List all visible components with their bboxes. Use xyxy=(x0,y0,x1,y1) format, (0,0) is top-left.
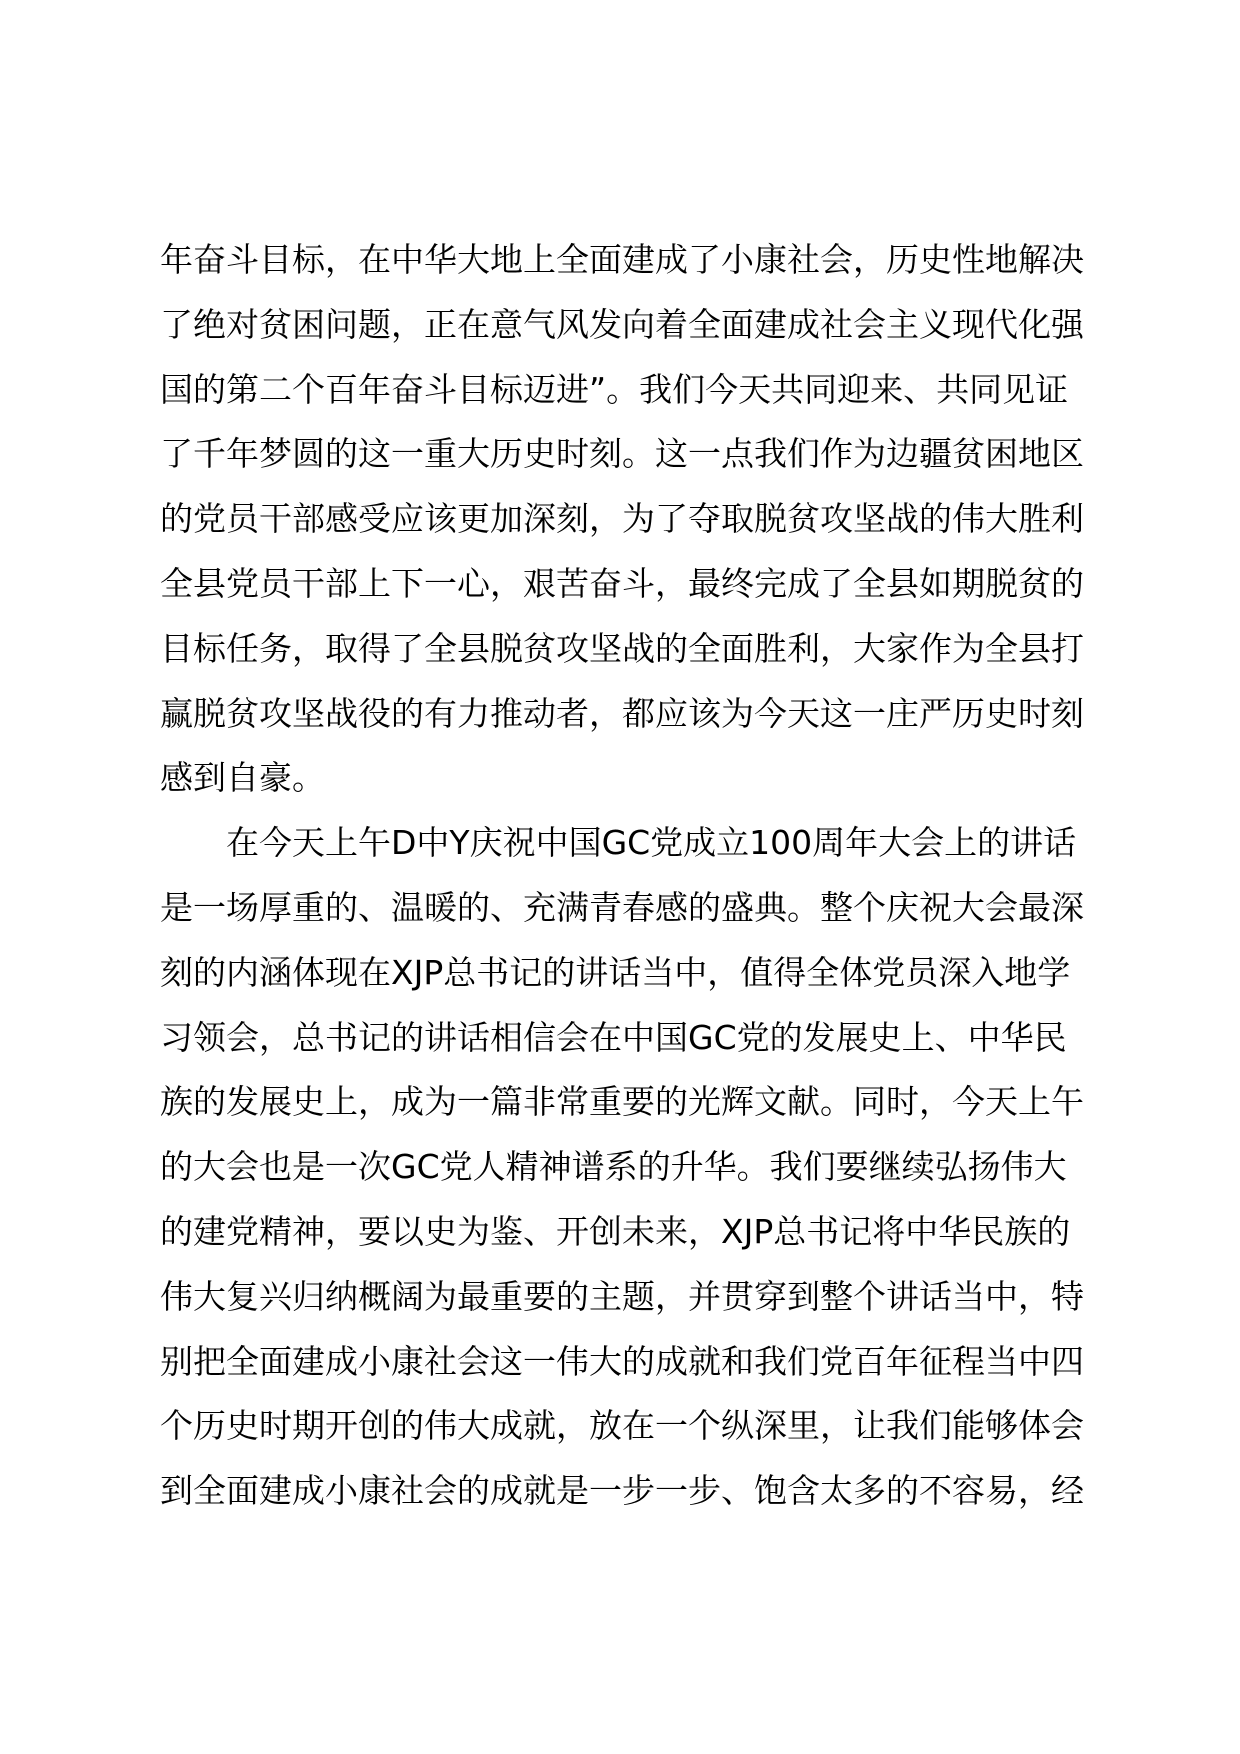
text-line: 是一场厚重的、温暖的、充满青春感的盛典。整个庆祝大会最深 xyxy=(160,887,1084,927)
text-line: 全县党员干部上下一心，艰苦奋斗，最终完成了全县如期脱贫的 xyxy=(160,563,1084,603)
text-line: 国的第二个百年奋斗目标迈进”。我们今天共同迎来、共同见证 xyxy=(160,369,1069,409)
text-line: 的党员干部感受应该更加深刻，为了夺取脱贫攻坚战的伟大胜利 xyxy=(160,499,1084,539)
text-line: 个历史时期开创的伟大成就，放在一个纵深里，让我们能够体会 xyxy=(160,1406,1084,1446)
paragraph-1 xyxy=(160,228,1120,811)
text-line: 习领会，总书记的讲话相信会在中国GC党的发展史上、中华民 xyxy=(160,1017,1067,1057)
paragraph-2 xyxy=(160,811,1120,1524)
text-line: 的大会也是一次GC党人精神谱系的升华。我们要继续弘扬伟大 xyxy=(160,1147,1067,1187)
body-text xyxy=(160,228,1120,1524)
text-line: 目标任务，取得了全县脱贫攻坚战的全面胜利，大家作为全县打 xyxy=(160,628,1084,668)
text-line-indented: 在今天上午D中Y庆祝中国GC党成立100周年大会上的讲话 xyxy=(226,823,1077,863)
text-line: 了绝对贫困问题，正在意气风发向着全面建成社会主义现代化强 xyxy=(160,304,1084,344)
text-line: 感到自豪。 xyxy=(160,758,325,798)
text-line: 别把全面建成小康社会这一伟大的成就和我们党百年征程当中四 xyxy=(160,1341,1084,1381)
text-line: 刻的内涵体现在XJP总书记的讲话当中，值得全体党员深入地学 xyxy=(160,952,1071,992)
text-line: 族的发展史上，成为一篇非常重要的光辉文献。同时，今天上午 xyxy=(160,1082,1084,1122)
text-line: 的建党精神，要以史为鉴、开创未来，XJP总书记将中华民族的 xyxy=(160,1211,1071,1251)
text-line: 到全面建成小康社会的成就是一步一步、饱含太多的不容易，经 xyxy=(160,1471,1084,1511)
text-line: 赢脱贫攻坚战役的有力推动者，都应该为今天这一庄严历史时刻 xyxy=(160,693,1084,733)
text-line: 伟大复兴归纳概阔为最重要的主题，并贯穿到整个讲话当中，特 xyxy=(160,1276,1084,1316)
text-line: 了千年梦圆的这一重大历史时刻。这一点我们作为边疆贫困地区 xyxy=(160,434,1084,474)
text-line: 年奋斗目标，在中华大地上全面建成了小康社会，历史性地解决 xyxy=(160,240,1084,279)
